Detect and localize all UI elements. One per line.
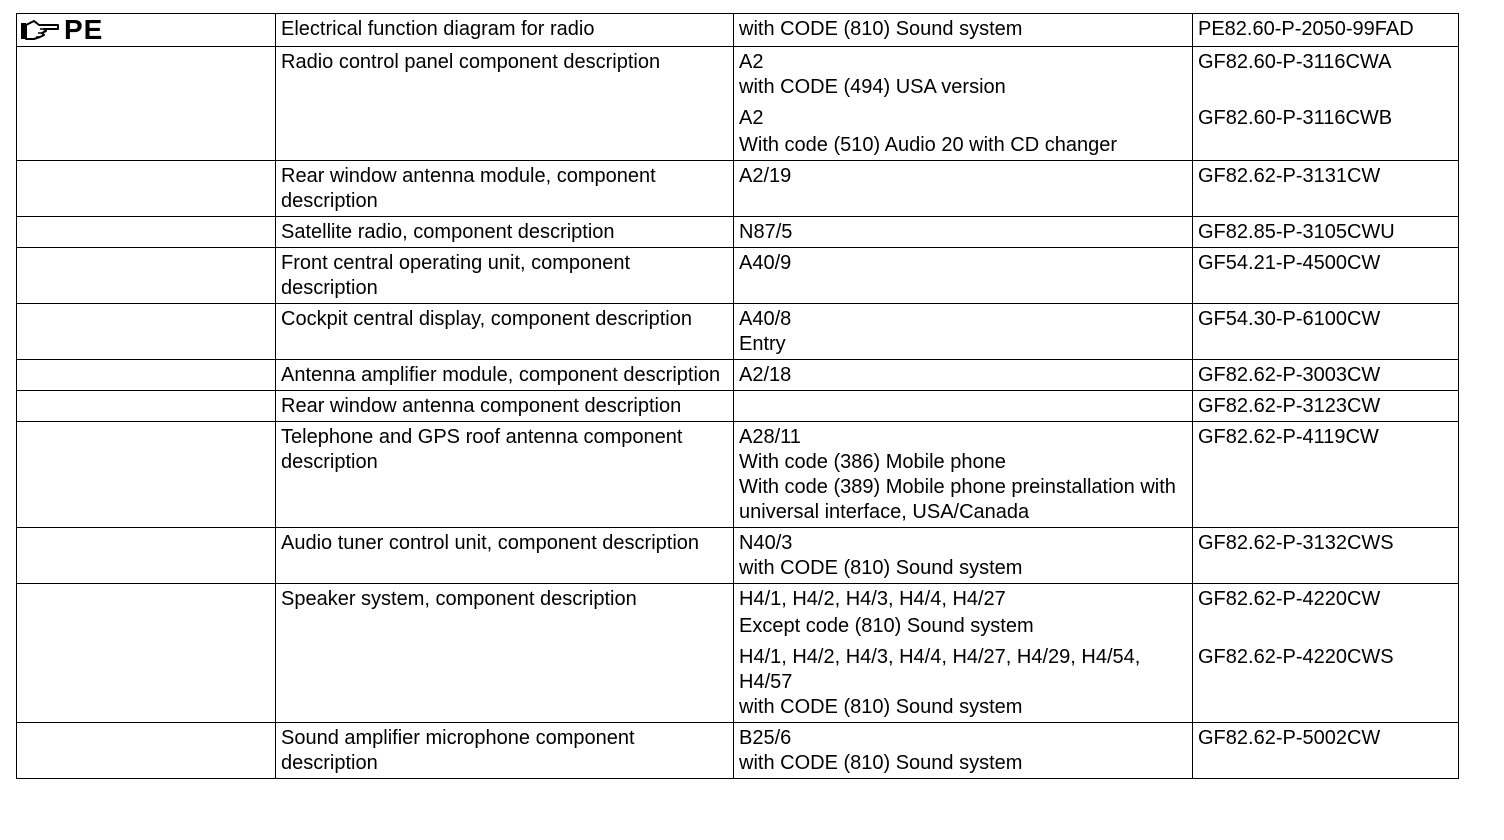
table-row bbox=[17, 723, 1459, 779]
document-code-link[interactable]: GF82.62-P-3132CWS bbox=[1198, 532, 1394, 554]
condition-cell bbox=[734, 304, 1193, 360]
condition-line: with CODE (810) Sound system bbox=[739, 557, 1023, 579]
marker-cell bbox=[17, 161, 276, 217]
component-id: H4/1, H4/2, H4/3, H4/4, H4/27, H4/29, H4/54, H4/57 bbox=[739, 646, 1141, 693]
condition-cell bbox=[734, 422, 1193, 528]
table-row bbox=[17, 161, 1459, 217]
component-id: A28/11 bbox=[739, 426, 801, 448]
condition-line: with CODE (494) USA version bbox=[739, 76, 1006, 98]
description-cell bbox=[276, 47, 734, 161]
document-code-cell bbox=[1193, 723, 1459, 779]
document-code-link[interactable]: GF82.62-P-4119CW bbox=[1198, 426, 1379, 448]
condition-cell bbox=[734, 391, 1193, 422]
row-description: Radio control panel component description bbox=[281, 51, 661, 73]
document-code-cell bbox=[1193, 422, 1459, 528]
condition-cell bbox=[734, 528, 1193, 584]
component-id: A40/9 bbox=[739, 252, 792, 274]
row-description: Rear window antenna module, component description bbox=[281, 165, 656, 212]
row-description: Speaker system, component description bbox=[281, 588, 637, 610]
row-description: Satellite radio, component description bbox=[281, 221, 615, 243]
document-code-link[interactable]: GF54.30-P-6100CW bbox=[1198, 308, 1381, 330]
marker-cell bbox=[17, 14, 276, 47]
condition-line: With code (389) Mobile phone preinstallation with universal interface, USA/Canada bbox=[739, 476, 1176, 523]
row-description: Telephone and GPS roof antenna component description bbox=[281, 426, 683, 473]
component-id: N40/3 bbox=[739, 532, 793, 554]
document-code-link[interactable]: GF54.21-P-4500CW bbox=[1198, 252, 1381, 274]
component-id: N87/5 bbox=[739, 221, 793, 243]
condition-cell bbox=[734, 14, 1193, 47]
document-code-link[interactable]: GF82.85-P-3105CWU bbox=[1198, 221, 1395, 243]
condition-line: with CODE (810) Sound system bbox=[739, 18, 1023, 40]
row-description: Front central operating unit, component description bbox=[281, 252, 631, 299]
marker-cell bbox=[17, 391, 276, 422]
document-code-cell bbox=[1193, 528, 1459, 584]
table-row bbox=[17, 217, 1459, 248]
marker-cell bbox=[17, 528, 276, 584]
component-id: A2 bbox=[739, 107, 764, 129]
document-code-cell bbox=[1193, 47, 1459, 161]
table-row bbox=[17, 584, 1459, 723]
marker-cell bbox=[17, 217, 276, 248]
marker-cell bbox=[17, 360, 276, 391]
document-code-cell bbox=[1193, 304, 1459, 360]
marker-cell bbox=[17, 422, 276, 528]
condition-cell bbox=[734, 360, 1193, 391]
description-cell bbox=[276, 248, 734, 304]
description-cell bbox=[276, 217, 734, 248]
table-row bbox=[17, 304, 1459, 360]
document-code-cell bbox=[1193, 248, 1459, 304]
reference-table bbox=[16, 13, 1459, 779]
condition-line: with CODE (810) Sound system bbox=[739, 752, 1023, 774]
condition-line: Entry bbox=[739, 333, 786, 355]
row-description: Sound amplifier microphone component description bbox=[281, 727, 635, 774]
document-code-link[interactable]: GF82.62-P-3131CW bbox=[1198, 165, 1381, 187]
condition-cell bbox=[734, 161, 1193, 217]
document-code-link[interactable]: PE82.60-P-2050-99FAD bbox=[1198, 18, 1414, 40]
condition-cell bbox=[734, 248, 1193, 304]
table-row bbox=[17, 391, 1459, 422]
component-id: H4/1, H4/2, H4/3, H4/4, H4/27 bbox=[739, 588, 1006, 610]
description-cell bbox=[276, 304, 734, 360]
marker-cell bbox=[17, 47, 276, 161]
document-code-cell bbox=[1193, 360, 1459, 391]
marker-cell bbox=[17, 723, 276, 779]
document-code-link[interactable]: GF82.62-P-4220CW bbox=[1198, 588, 1381, 610]
document-code-link[interactable]: GF82.62-P-5002CW bbox=[1198, 727, 1381, 749]
document-code-link[interactable]: GF82.62-P-3123CW bbox=[1198, 395, 1381, 417]
condition-line: With code (386) Mobile phone bbox=[739, 451, 1006, 473]
condition-cell bbox=[734, 584, 1193, 723]
pe-marker bbox=[20, 16, 271, 44]
condition-cell bbox=[734, 217, 1193, 248]
condition-cell bbox=[734, 47, 1193, 161]
description-cell bbox=[276, 723, 734, 779]
table-row bbox=[17, 528, 1459, 584]
document-code-link[interactable]: GF82.62-P-4220CWS bbox=[1198, 646, 1394, 668]
document-code-link[interactable]: GF82.62-P-3003CW bbox=[1198, 364, 1381, 386]
row-description: Antenna amplifier module, component description bbox=[281, 364, 721, 386]
condition-line: Except code (810) Sound system bbox=[739, 615, 1034, 637]
description-cell bbox=[276, 422, 734, 528]
row-description: Electrical function diagram for radio bbox=[281, 18, 595, 40]
description-cell bbox=[276, 360, 734, 391]
description-cell bbox=[276, 584, 734, 723]
table-row bbox=[17, 422, 1459, 528]
row-description: Cockpit central display, component description bbox=[281, 308, 692, 330]
row-description: Rear window antenna component description bbox=[281, 395, 682, 417]
document-code-cell bbox=[1193, 391, 1459, 422]
document-code-link[interactable]: GF82.60-P-3116CWA bbox=[1198, 51, 1392, 73]
condition-line: With code (510) Audio 20 with CD changer bbox=[739, 134, 1117, 156]
component-id: A2/19 bbox=[739, 165, 792, 187]
document-code-cell bbox=[1193, 584, 1459, 723]
marker-cell bbox=[17, 248, 276, 304]
document-code-cell bbox=[1193, 161, 1459, 217]
description-cell bbox=[276, 528, 734, 584]
component-id: B25/6 bbox=[739, 727, 792, 749]
marker-cell bbox=[17, 304, 276, 360]
document-code-cell bbox=[1193, 14, 1459, 47]
component-id: A2/18 bbox=[739, 364, 792, 386]
marker-cell bbox=[17, 584, 276, 723]
document-code-link[interactable]: GF82.60-P-3116CWB bbox=[1198, 107, 1393, 129]
component-id: A40/8 bbox=[739, 308, 792, 330]
table-row bbox=[17, 248, 1459, 304]
condition-cell bbox=[734, 723, 1193, 779]
document-code-cell bbox=[1193, 217, 1459, 248]
pointing-hand-icon bbox=[20, 17, 60, 43]
table-row bbox=[17, 47, 1459, 161]
description-cell bbox=[276, 14, 734, 47]
pe-label: PE bbox=[64, 14, 104, 45]
table-row bbox=[17, 360, 1459, 391]
description-cell bbox=[276, 161, 734, 217]
description-cell bbox=[276, 391, 734, 422]
condition-line: with CODE (810) Sound system bbox=[739, 696, 1023, 718]
component-id: A2 bbox=[739, 51, 764, 73]
row-description: Audio tuner control unit, component description bbox=[281, 532, 700, 554]
table-row bbox=[17, 14, 1459, 47]
